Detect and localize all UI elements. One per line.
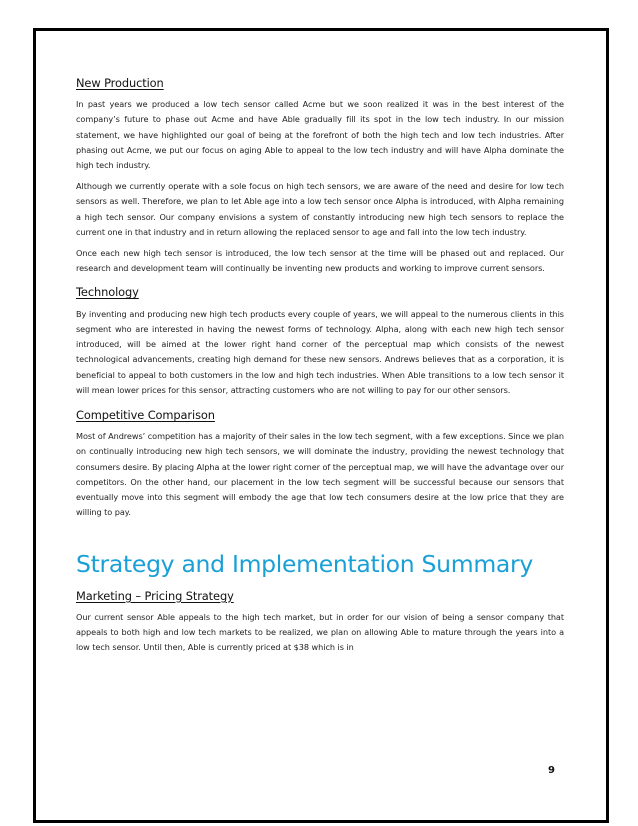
- paragraph: Most of Andrews’ competition has a majority of their sales in the low tech segment, with a few exceptions. Since we plan on continually introducing new high tech sensors, we will dominate the industry, providing the newest technology that consumers desire. By placing Alpha at the lower right corner of the perceptual map, we will have the advantage over our competitors. On the other hand, our placement in the low tech segment will be successful because our sensors that eventually move into this segment will embody the age that low tech consumers desire at the low price that they are willing to pay.: [76, 431, 565, 518]
- paragraph: Our current sensor Able appeals to the high tech market, but in order for our vision of being a sensor company that appeals to both high and low tech markets to be realized, we plan on allowing Able to mature through the years into a low tech sensor. Until then, Able is currently priced at $38 which is in: [76, 611, 564, 653]
- page-number: 9: [548, 765, 555, 776]
- chapter-title-strategy: Strategy and Implementation Summary: [76, 550, 533, 579]
- section-heading-competitive-comparison: Competitive Comparison: [76, 407, 215, 422]
- paragraph: Once each new high tech sensor is introduced, the low tech sensor at the time will be phased out and replaced. Our research and development team will continually be inventing new products and working to improve current sensors.: [76, 248, 564, 274]
- paragraph: Although we currently operate with a sole focus on high tech sensors, we are aware of the need and desire for low tech sensors as well. Therefore, we plan to let Able age into a low tech sensor once Alpha is introduced, with Alpha remaining a high tech sensor. Our company envisions a system of constantly introducing new high tech sensors to replace the current one in that industry and in return allowing the replaced sensor to age and fall into the low tech industry.: [76, 181, 564, 237]
- section-heading-technology: Technology: [76, 285, 139, 300]
- section-heading-new-production: New Production: [76, 76, 164, 90]
- paragraph: In past years we produced a low tech sensor called Acme but we soon realized it was in the best interest of the company’s future to phase out Acme and have Able gradually fill its spot in the low tech industry. In our mission statement, we have highlighted our goal of being at the forefront of both the high tech and low tech industries. After phasing out Acme, we put our focus on aging Able to appeal to the low tech industry and will have Alpha dominate the high tech industry.: [76, 99, 564, 171]
- paragraph: By inventing and producing new high tech products every couple of years, we will appeal to the numerous clients in this segment who are interested in having the newest forms of technology. Alpha, along with each new high tech sensor introduced, will be aimed at the lower right hand corner of the perceptual map which consists of the newest technological advancements, creating high demand for these new sensors. Andrews believes that as a corporation, it is beneficial to appeal to both customers in the low and high tech industries. When Able transitions to a low tech sensor it will mean lower prices for this sensor, attracting customers who are not willing to pay for our other sensors.: [76, 308, 564, 395]
- section-heading-marketing-pricing: Marketing – Pricing Strategy: [76, 588, 234, 603]
- document-body: [76, 76, 564, 661]
